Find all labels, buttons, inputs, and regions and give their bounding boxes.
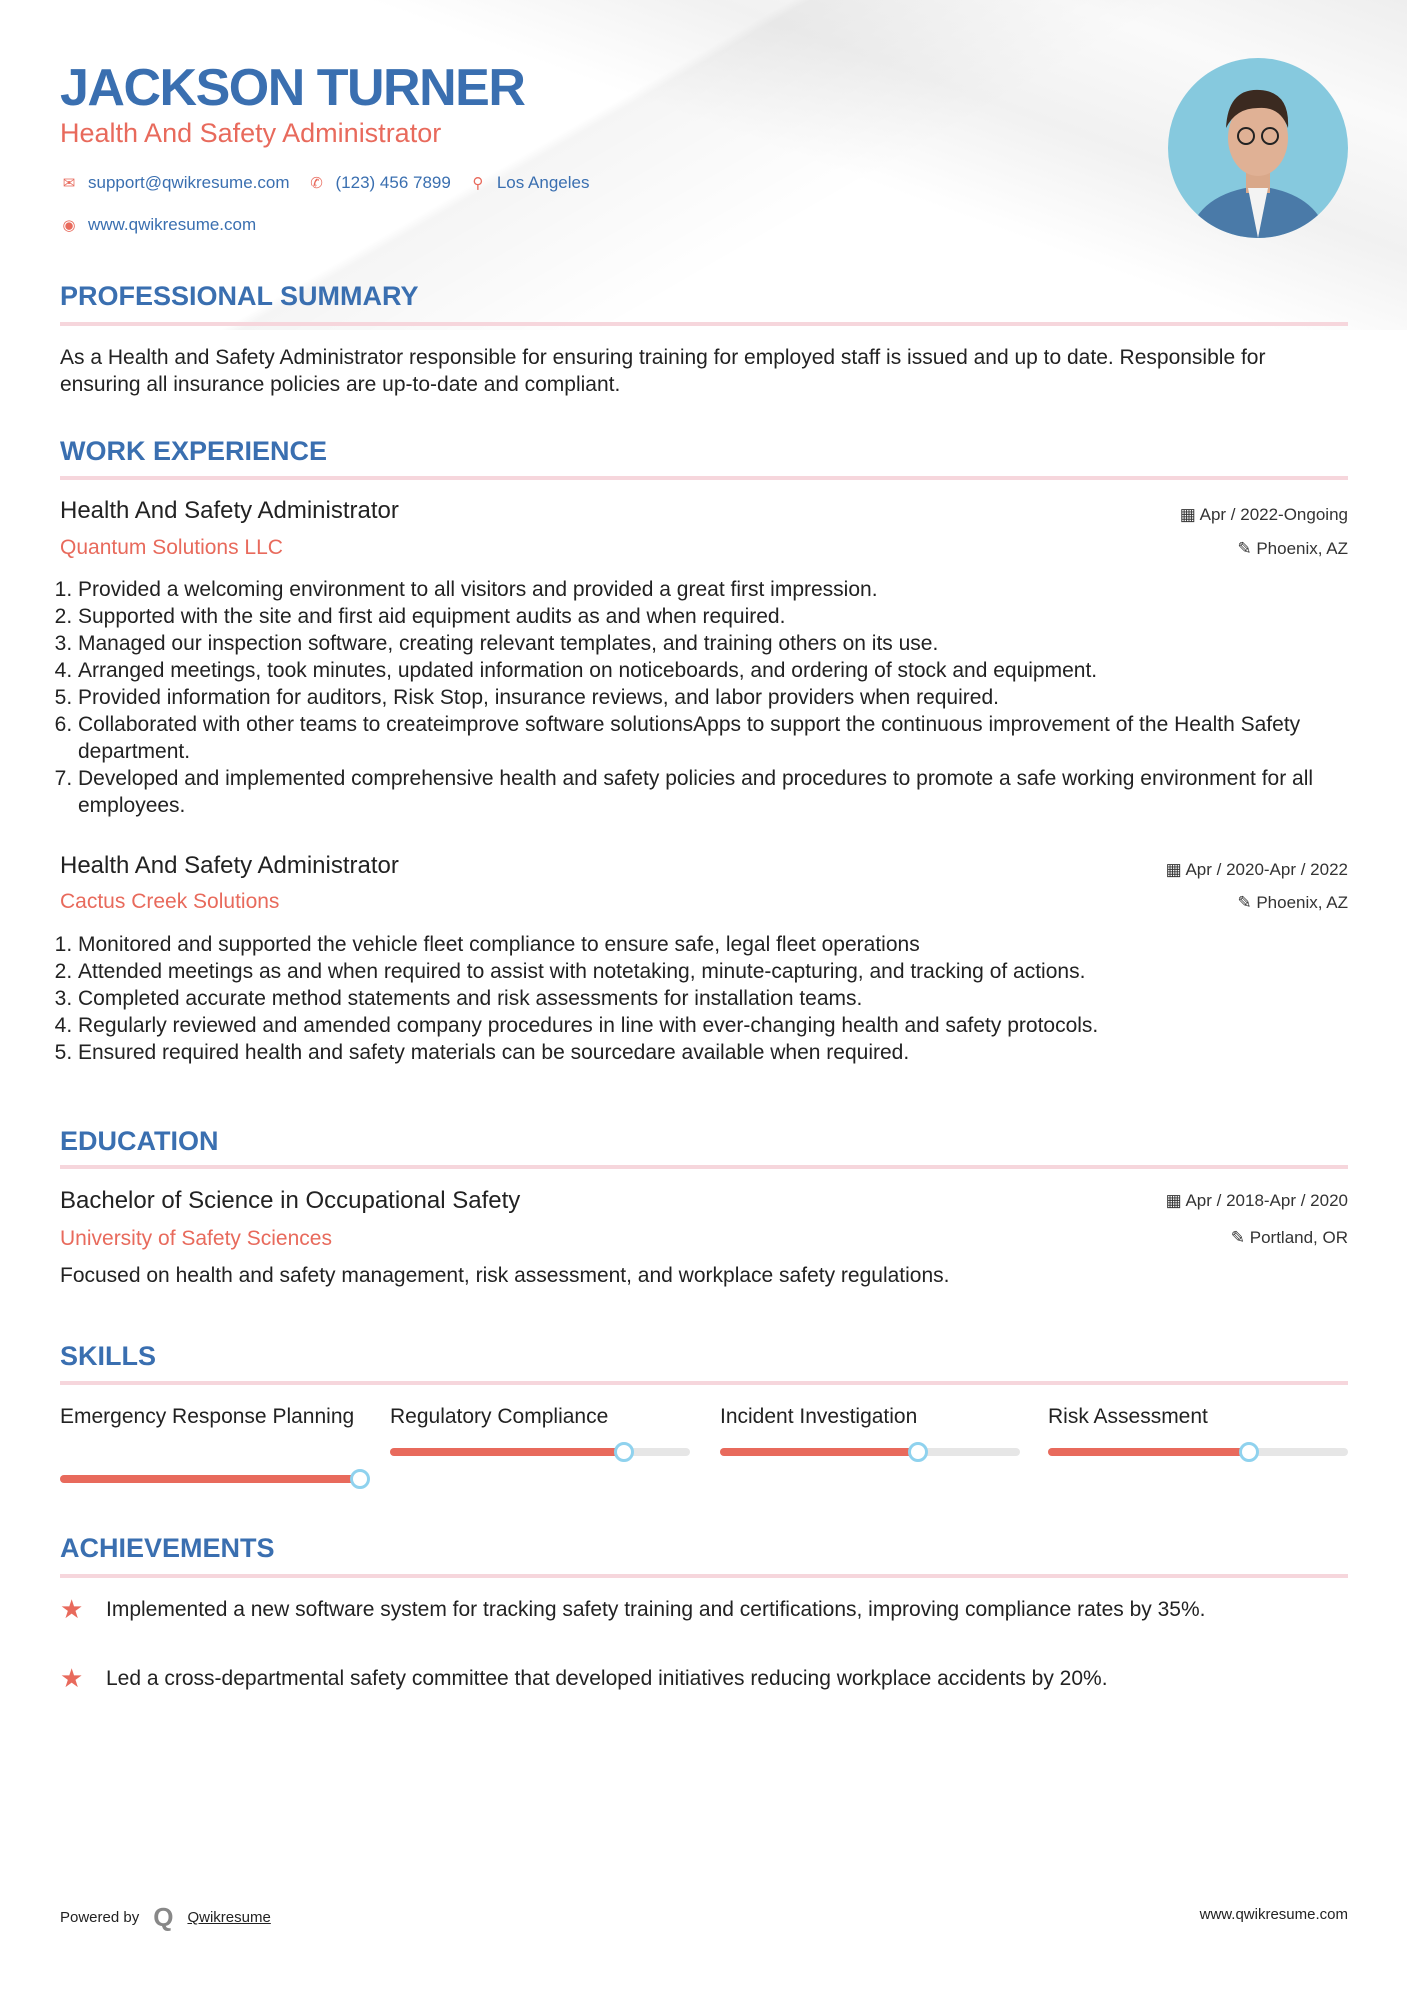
date-text: Apr / 2020-Apr / 2022 — [1185, 860, 1348, 879]
list-item: 4. Regularly reviewed and amended company procedures in line with ever-changing health and safety protocols. — [78, 1012, 1348, 1039]
summary-text: As a Health and Safety Administrator responsible for ensuring training for employed staff is issued and up to date. Responsible for ensuring all insurance policies are up-to-date and compliant. — [60, 346, 1266, 396]
star-icon: ★ — [60, 1663, 84, 1693]
location-text: Phoenix, AZ — [1256, 893, 1348, 912]
phone-text: (123) 456 7899 — [335, 173, 451, 192]
email-link[interactable]: support@qwikresume.com — [88, 173, 290, 192]
star-icon: ★ — [60, 1594, 84, 1624]
divider — [60, 1165, 1348, 1169]
education-heading: EDUCATION — [60, 1126, 219, 1156]
powered-by-label: Powered by — [60, 1909, 140, 1926]
location-text: Phoenix, AZ — [1256, 539, 1348, 558]
calendar-icon: ▦ — [1165, 1191, 1186, 1210]
education-location — [1231, 1228, 1348, 1248]
skill-level-fill — [1048, 1448, 1249, 1456]
job-duties-list — [60, 931, 1348, 1066]
brand-link[interactable]: Qwikresume — [187, 1909, 271, 1926]
education-date — [1166, 1191, 1348, 1211]
location-pin-icon: ⚲ — [472, 175, 484, 192]
email-icon: ✉ — [62, 175, 76, 192]
job-date — [1166, 860, 1348, 880]
list-item: 5. Provided information for auditors, Risk Stop, insurance reviews, and labor providers when required. — [78, 684, 1348, 711]
job-title: Health And Safety Administrator — [60, 497, 399, 524]
skill-level-bar — [60, 1475, 360, 1483]
divider — [60, 1574, 1348, 1578]
footer-powered — [60, 1902, 271, 1933]
divider — [60, 1381, 1348, 1385]
skill-level-fill — [720, 1448, 918, 1456]
skill-level-bar — [390, 1448, 690, 1456]
list-item: 1. Monitored and supported the vehicle fleet compliance to ensure safe, legal fleet operations — [78, 931, 1348, 958]
footer-website[interactable]: www.qwikresume.com — [1199, 1906, 1348, 1923]
achievement-text: Led a cross-departmental safety committee that developed initiatives reducing workplace accidents by 20%. — [106, 1667, 1108, 1690]
website-link[interactable]: www.qwikresume.com — [88, 215, 257, 234]
date-text: Apr / 2018-Apr / 2020 — [1185, 1191, 1348, 1210]
phone-icon: ✆ — [310, 175, 323, 192]
skills-heading: SKILLS — [60, 1341, 157, 1371]
list-item: 2. Attended meetings as and when required to assist with notetaking, minute-capturing, and tracking of actions. — [78, 958, 1348, 985]
school-name: University of Safety Sciences — [60, 1227, 332, 1250]
skill-level-knob — [350, 1469, 370, 1489]
profile-photo — [1168, 58, 1348, 238]
pin-icon: ✎ — [1237, 539, 1257, 558]
list-item: 3. Completed accurate method statements and risk assessments for installation teams. — [78, 985, 1348, 1012]
skill-level-knob — [908, 1442, 928, 1462]
achievements-heading: ACHIEVEMENTS — [60, 1533, 275, 1563]
pin-icon: ✎ — [1230, 1228, 1250, 1247]
skill-level-knob — [1239, 1442, 1259, 1462]
qwikresume-logo-icon: Q — [153, 1902, 174, 1932]
job-duties-list — [60, 576, 1348, 819]
skill-level-knob — [614, 1442, 634, 1462]
calendar-icon: ▦ — [1165, 860, 1186, 879]
candidate-title: Health And Safety Administrator — [60, 118, 442, 148]
website-row — [60, 215, 256, 235]
summary-heading: PROFESSIONAL SUMMARY — [60, 281, 419, 311]
skill-level-fill — [390, 1448, 624, 1456]
skill-name: Emergency Response Planning — [60, 1405, 355, 1428]
job-location — [1237, 893, 1348, 913]
job-title: Health And Safety Administrator — [60, 852, 399, 879]
achievement-item — [60, 1665, 1348, 1692]
list-item: 1. Provided a welcoming environment to all visitors and provided a great first impression. — [78, 576, 1348, 603]
company-name: Quantum Solutions LLC — [60, 536, 283, 559]
list-item: 6. Collaborated with other teams to createimprove software solutionsApps to support the continuous improvement of the Health Safety department. — [78, 711, 1348, 765]
list-item: 4. Arranged meetings, took minutes, updated information on noticeboards, and ordering of stock and equipment. — [78, 657, 1348, 684]
skill-level-fill — [60, 1475, 360, 1483]
contact-row — [60, 173, 589, 193]
work-heading: WORK EXPERIENCE — [60, 436, 328, 466]
divider — [60, 322, 1348, 326]
skill-level-bar — [1048, 1448, 1348, 1456]
job-location — [1237, 539, 1348, 559]
divider — [60, 476, 1348, 480]
company-name: Cactus Creek Solutions — [60, 890, 280, 913]
achievement-text: Implemented a new software system for tracking safety training and certifications, improving compliance rates by 35%. — [106, 1598, 1206, 1621]
skill-name: Regulatory Compliance — [390, 1405, 609, 1428]
calendar-icon: ▦ — [1179, 505, 1200, 524]
list-item: 3. Managed our inspection software, creating relevant templates, and training others on its use. — [78, 630, 1348, 657]
skill-name: Risk Assessment — [1048, 1405, 1208, 1428]
location-text: Los Angeles — [496, 173, 590, 192]
list-item: 2. Supported with the site and first aid equipment audits as and when required. — [78, 603, 1348, 630]
skill-name: Incident Investigation — [720, 1405, 918, 1428]
list-item: 7. Developed and implemented comprehensive health and safety policies and procedures to promote a safe working environment for all employees. — [78, 765, 1348, 819]
education-description: Focused on health and safety management, risk assessment, and workplace safety regulations. — [60, 1264, 950, 1287]
pin-icon: ✎ — [1237, 893, 1257, 912]
date-text: Apr / 2022-Ongoing — [1199, 505, 1348, 524]
location-text: Portland, OR — [1249, 1228, 1348, 1247]
skill-level-bar — [720, 1448, 1020, 1456]
degree-title: Bachelor of Science in Occupational Safety — [60, 1187, 521, 1214]
candidate-name: JACKSON TURNER — [60, 59, 525, 117]
list-item: 5. Ensured required health and safety materials can be sourcedare available when required. — [78, 1039, 1348, 1066]
achievement-item — [60, 1596, 1348, 1623]
job-date — [1180, 505, 1348, 525]
globe-icon: ◉ — [62, 217, 76, 234]
